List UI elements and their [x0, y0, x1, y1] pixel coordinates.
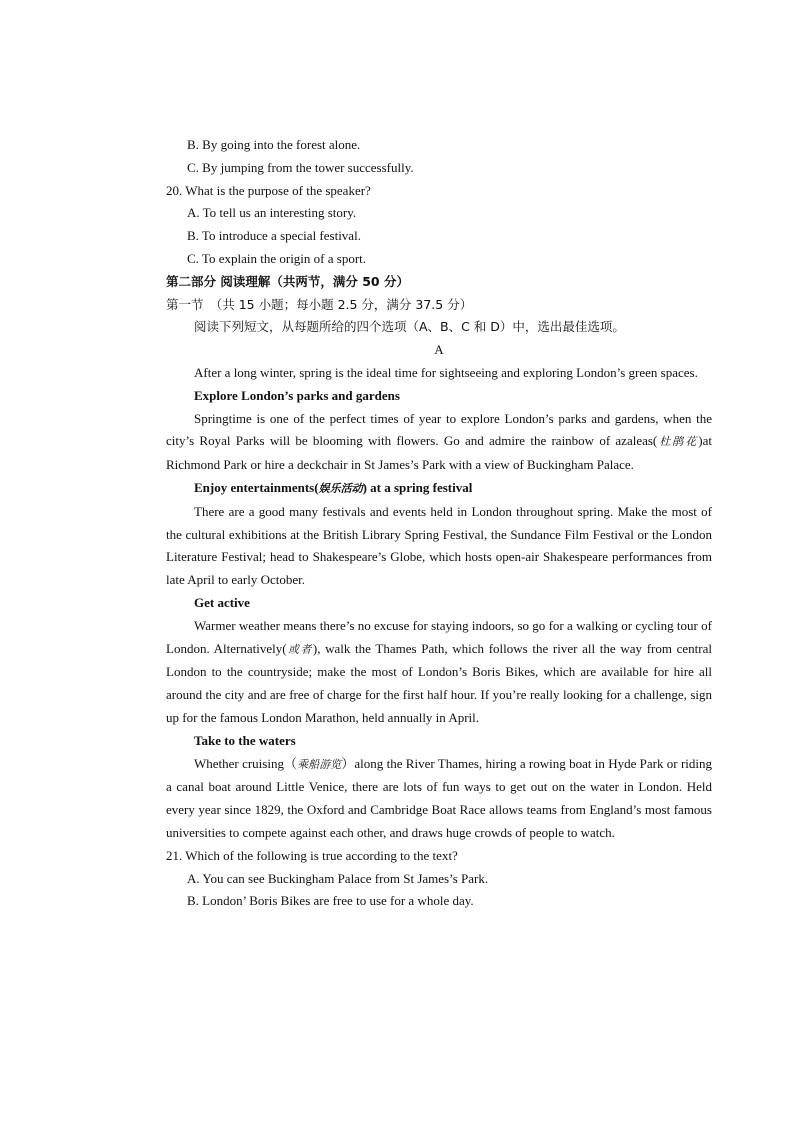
heading-active: Get active [194, 594, 250, 610]
passage-label: A [434, 342, 444, 358]
q20-option-a: A. To tell us an interesting story. [187, 205, 357, 221]
paragraph-active-text-1: Warmer weather means there’s no excuse for staying indoors, so go for a walking or cycling tour of London. Alternatively( [166, 617, 712, 656]
heading-festival-text-2: ) at a spring festival [362, 479, 473, 495]
gloss-alternatively: 或者 [286, 642, 313, 656]
q20-stem: 20. What is the purpose of the speaker? [166, 182, 371, 198]
q20-option-b: B. To introduce a special festival. [187, 228, 361, 244]
q19-option-b: B. By going into the forest alone. [187, 137, 361, 152]
q21-stem: 21. Which of the following is true according to the text? [166, 847, 458, 863]
paragraph-parks-text-2: )at Richmond Park or hire a deckchair in St James’s Park with a view of Buckingham Palace. [166, 433, 713, 473]
q20-option-c: C. To explain the origin of a sport. [187, 250, 367, 266]
paragraph-active [166, 615, 712, 730]
gloss-azaleas: 杜鹃花 [657, 435, 699, 449]
heading-festival-text-1: Enjoy entertainments( [194, 479, 319, 495]
q19-option-c: C. By jumping from the tower successfully. [187, 159, 414, 175]
gloss-cruising: 乘船游览 [297, 757, 342, 771]
part2-title: 第二部分 阅读理解（共两节，满分 50 分） [166, 273, 409, 289]
q21-option-a: A. You can see Buckingham Palace from St James’s Park. [187, 870, 489, 886]
paragraph-parks-text-1: Springtime is one of the perfect times of year to explore London’s parks and gardens, when the city’s Royal Parks will be blooming with flowers. Go and admire the rainbow of azaleas( [166, 410, 712, 449]
paragraph-parks [166, 408, 712, 477]
passage-intro: After a long winter, spring is the ideal time for sightseeing and exploring London’s green spaces. [194, 364, 698, 380]
reading-instruction: 阅读下列短文，从每题所给的四个选项（A、B、C 和 D）中，选出最佳选项。 [194, 319, 625, 335]
paragraph-festival: There are a good many festivals and events held in London throughout spring. Make the most of the cultural exhibitions at the British Library Spring Festival, the Sundance Film Festival or the London Literature Festival; head to Shakespeare’s Globe, which hosts open-air Shakespeare performances from late April to early October. [166, 503, 712, 588]
paragraph-active-text-2: ), walk the Thames Path, which follows the river all the way from central London to the countryside; make the most of London’s Boris Bikes, which are available for hire all around the city and are free of charge for the first half hour. If you’re really looking for a challenge, sign up for the famous London Marathon, held annually in April. [166, 640, 713, 725]
paragraph-waters-text-1: Whether cruising（ [194, 755, 298, 771]
gloss-entertainments: 娱乐活动 [318, 481, 363, 495]
page-content [166, 134, 712, 913]
paragraph-waters-text-2: ）along the River Thames, hiring a rowing boat in Hyde Park or riding a canal boat around Little Venice, there are lots of fun ways to get out on the water in London. Held every year since 1829, the Oxford and Cambridge Boat Race allows teams from England’s most famous universities to compete against each other, and draws huge crowds of people to watch. [166, 755, 713, 840]
paragraph-waters [166, 753, 712, 845]
section1-heading: 第一节 （共 15 小题；每小题 2.5 分，满分 37.5 分） [166, 296, 473, 312]
heading-festival [166, 477, 712, 501]
heading-waters: Take to the waters [194, 732, 296, 748]
q21-option-b: B. London’ Boris Bikes are free to use for a whole day. [187, 893, 474, 909]
heading-parks: Explore London’s parks and gardens [194, 387, 400, 403]
